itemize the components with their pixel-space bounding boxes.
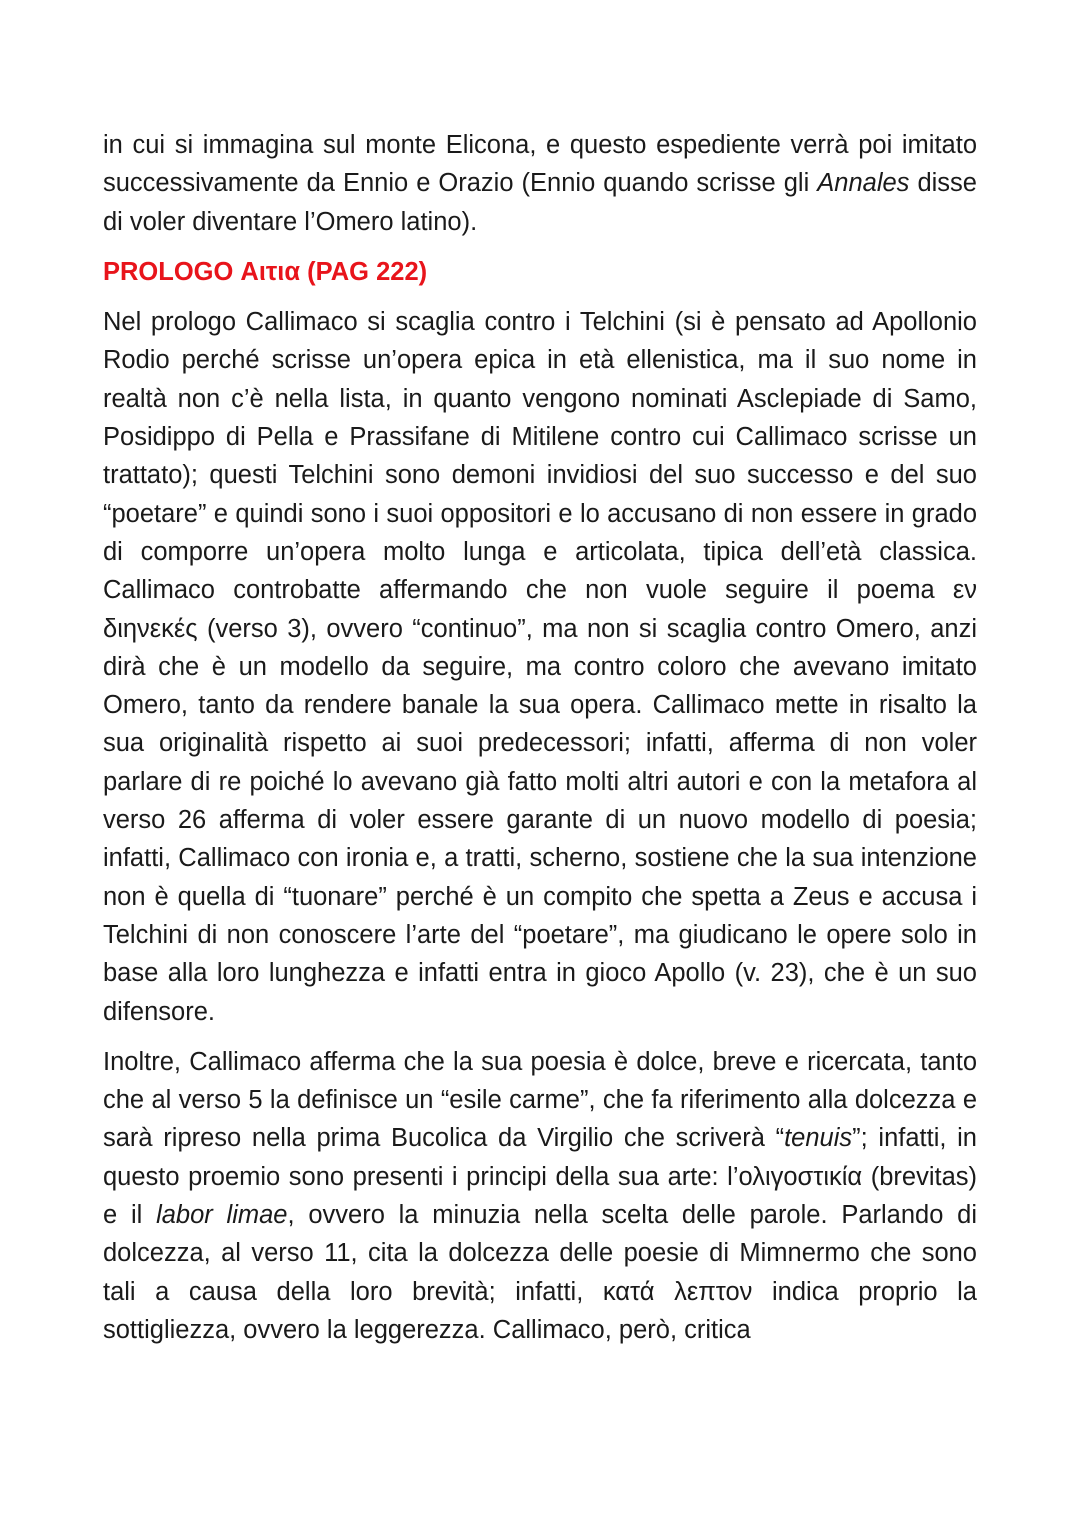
document-page [103,126,977,1349]
paragraph-intro-text-c: disse di voler diventare l’Omero latino). [103,169,977,236]
paragraph-poetics-text-c: ”; infatti, in questo proemio sono presenti i principi della sua arte: l’ολιγοστικία (brevitas) e il [103,1124,977,1230]
term-tenuis: tenuis [784,1124,853,1153]
paragraph-poetics-text-a: Inoltre, Callimaco afferma che la sua poesia è dolce, breve e ricercata, tanto che al verso 5 la definisce un “esile carme”, che fa riferimento alla dolcezza e sarà ripreso nella prima Bucolica da Virgilio che scriverà “ [103,1047,977,1153]
paragraph-poetics [103,1043,977,1349]
title-annales: Annales [817,169,910,198]
paragraph-intro-text-a: in cui si immagina sul monte Elicona, e questo espediente verrà poi imitato successivamente da Ennio e Orazio (Ennio quando scrisse gli [103,131,977,198]
paragraph-prologue: Nel prologo Callimaco si scaglia contro i Telchini (si è pensato ad Apollonio Rodio perché scrisse un’opera epica in età ellenistica, ma il suo nome in realtà non c’è nella lista, in quanto vengono nominati Asclepiade di Samo, Posidippo di Pella e Prassifane di Mitilene contro cui Callimaco scrisse un trattato); questi Telchini sono demoni invidiosi del suo successo e del suo “poetare” e quindi sono i suoi oppositori e lo accusano di non essere in grado di comporre un’opera molto lunga e articolata, tipica dell’età classica. Callimaco controbatte affermando che non vuole seguire il poema εν διηνεκές (verso 3), ovvero “continuo”, ma non si scaglia contro Omero, anzi dirà che è un modello da seguire, ma contro coloro che avevano imitato Omero, tanto da rendere banale la sua opera. Callimaco mette in risalto la sua originalità rispetto ai suoi predecessori; infatti, afferma di non voler parlare di re poiché lo avevano già fatto molti altri autori e con la metafora al verso 26 afferma di voler essere garante di un nuovo modello di poesia; infatti, Callimaco con ironia e, a tratti, scherno, sostiene che la sua intenzione non è quella di “tuonare” perché è un compito che spetta a Zeus e accusa i Telchini di non conoscere l’arte del “poetare”, ma giudicano le opere solo in base alla loro lunghezza e infatti entra in gioco Apollo (v. 23), che è un suo difensore. [103,308,977,1026]
section-heading: PROLOGO Αιτια (PAG 222) [103,257,428,286]
paragraph-poetics-text-e: , ovvero la minuzia nella scelta delle parole. Parlando di dolcezza, al verso 11, cita la dolcezza delle poesie di Mimnermo che sono tali a causa della loro brevità; infatti, κατά λεπτον indica proprio la sottigliezza, ovvero la leggerezza. Callimaco, però, critica [103,1201,978,1344]
paragraph-intro [103,126,977,241]
term-labor-limae: labor limae [156,1201,288,1230]
